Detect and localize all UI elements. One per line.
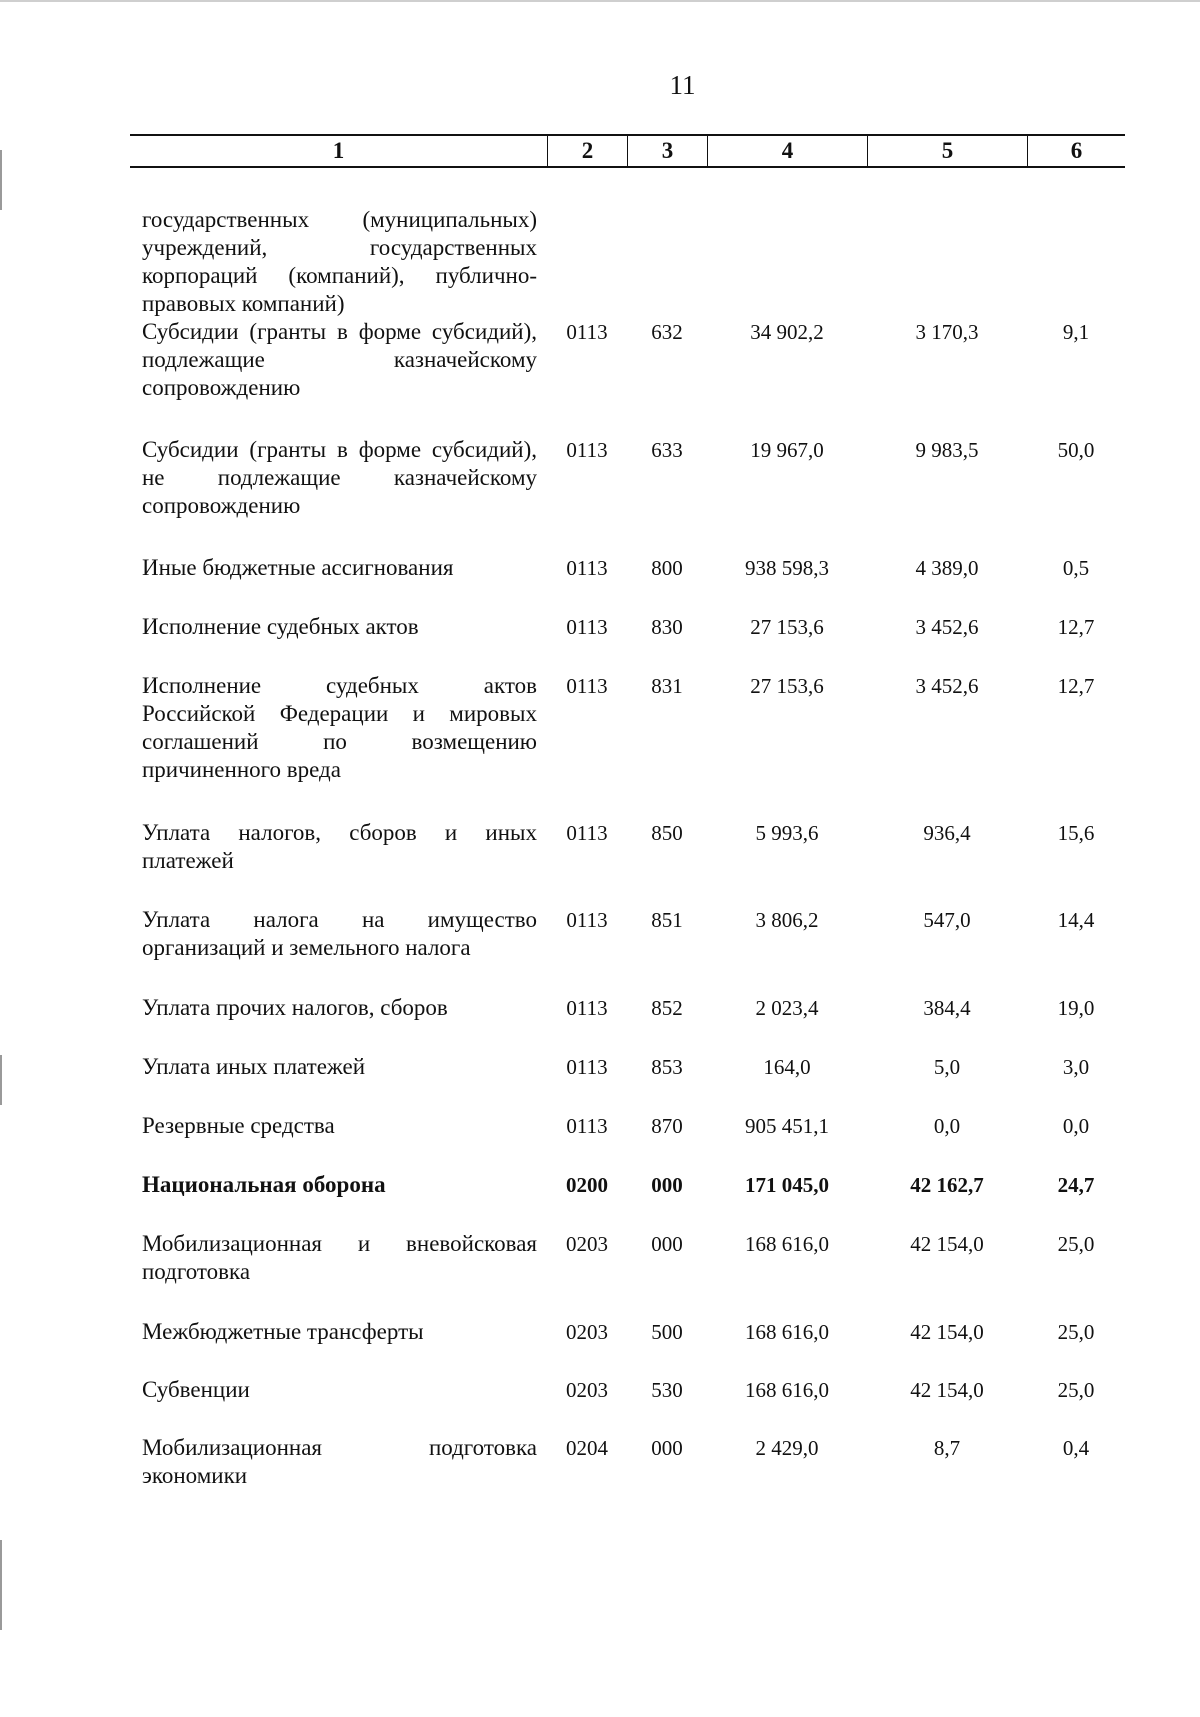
execution-percent: 14,4 [1057,908,1095,932]
row-label: Исполнение судебных актов Российской Федерации и мировых соглашений по возмещению причиненного вреда [142,673,537,782]
row-label: Субвенции [142,1377,250,1402]
section-code: 0203 [566,1232,608,1256]
expense-type-code: 000 [651,1232,683,1256]
table-row [130,1318,1125,1346]
execution-percent: 0,4 [1062,1436,1090,1460]
table-row [130,613,1125,641]
row-label: Мобилизационная подготовка экономики [142,1435,537,1488]
executed-amount: 384,4 [923,996,971,1020]
section-code: 0113 [566,674,608,698]
executed-amount: 3 452,6 [915,615,979,639]
table-row [130,436,1125,520]
executed-amount: 9 983,5 [915,438,979,462]
expense-type-code: 851 [651,908,683,932]
table-row [130,318,1125,402]
section-code: 0113 [566,438,608,462]
execution-percent: 12,7 [1057,674,1095,698]
expense-type-code: 850 [651,821,683,845]
expense-type-code: 852 [651,996,683,1020]
column-header-2: 2 [547,136,627,166]
row-label: Иные бюджетные ассигнования [142,555,454,580]
table-row [130,1230,1125,1286]
section-code: 0113 [566,615,608,639]
expense-type-code: 632 [651,320,683,344]
scan-edge [0,0,1200,2]
section-code: 0203 [566,1378,608,1402]
executed-amount: 0,0 [933,1114,961,1138]
page-number: 11 [669,70,696,100]
expense-type-code: 000 [651,1173,683,1197]
section-code: 0113 [566,996,608,1020]
approved-amount: 27 153,6 [750,615,824,639]
row-label: Исполнение судебных актов [142,614,419,639]
expense-type-code: 870 [651,1114,683,1138]
executed-amount: 42 162,7 [910,1173,984,1197]
section-code: 0203 [566,1320,608,1344]
row-label: Уплата налогов, сборов и иных платежей [142,820,537,873]
section-code: 0113 [566,1055,608,1079]
expense-type-code: 500 [651,1320,683,1344]
executed-amount: 3 452,6 [915,674,979,698]
scan-edge [0,1055,2,1105]
execution-percent: 12,7 [1057,615,1095,639]
approved-amount: 34 902,2 [750,320,824,344]
approved-amount: 171 045,0 [745,1173,829,1197]
execution-percent: 25,0 [1057,1232,1095,1256]
expense-type-code: 830 [651,615,683,639]
table-row [130,1434,1125,1490]
approved-amount: 2 023,4 [755,996,819,1020]
approved-amount: 164,0 [763,1055,811,1079]
section-code: 0200 [566,1173,608,1197]
table-row [130,1376,1125,1404]
execution-percent: 9,1 [1062,320,1090,344]
approved-amount: 168 616,0 [745,1320,829,1344]
row-label: Национальная оборона [142,1172,386,1197]
approved-amount: 3 806,2 [755,908,819,932]
executed-amount: 42 154,0 [910,1378,984,1402]
approved-amount: 168 616,0 [745,1232,829,1256]
expense-type-code: 831 [651,674,683,698]
row-label: Субсидии (гранты в форме субсидий), не подлежащие казначейскому сопровождению [142,437,537,518]
table-row [130,554,1125,582]
expense-type-code: 000 [651,1436,683,1460]
section-code: 0113 [566,821,608,845]
execution-percent: 50,0 [1057,438,1095,462]
execution-percent: 24,7 [1057,1173,1095,1197]
approved-amount: 938 598,3 [745,556,829,580]
execution-percent: 0,0 [1062,1114,1090,1138]
table-row [130,206,1125,318]
approved-amount: 19 967,0 [750,438,824,462]
executed-amount: 8,7 [933,1436,961,1460]
budget-table [130,134,1125,1488]
table-row [130,1112,1125,1140]
execution-percent: 15,6 [1057,821,1095,845]
table-row [130,1171,1125,1199]
row-label: государственных (муниципальных) учреждений, государственных корпораций (компаний), публично-правовых компаний) [142,207,537,316]
approved-amount: 905 451,1 [745,1114,829,1138]
section-code: 0113 [566,556,608,580]
section-code: 0204 [566,1436,608,1460]
column-header-6: 6 [1027,136,1125,166]
executed-amount: 3 170,3 [915,320,979,344]
section-code: 0113 [566,1114,608,1138]
scan-edge [0,1540,2,1630]
execution-percent: 3,0 [1062,1055,1090,1079]
row-label: Мобилизационная и вневойсковая подготовка [142,1231,537,1284]
scan-edge [0,150,2,210]
table-row [130,906,1125,962]
row-label: Межбюджетные трансферты [142,1319,424,1344]
approved-amount: 2 429,0 [755,1436,819,1460]
table-row [130,1053,1125,1081]
execution-percent: 19,0 [1057,996,1095,1020]
approved-amount: 27 153,6 [750,674,824,698]
table-row [130,819,1125,875]
executed-amount: 936,4 [923,821,971,845]
execution-percent: 0,5 [1062,556,1090,580]
executed-amount: 547,0 [923,908,971,932]
column-header-1: 1 [332,138,345,163]
executed-amount: 42 154,0 [910,1232,984,1256]
column-header-4: 4 [707,136,867,166]
column-header-3: 3 [627,136,707,166]
approved-amount: 5 993,6 [755,821,819,845]
expense-type-code: 633 [651,438,683,462]
executed-amount: 42 154,0 [910,1320,984,1344]
expense-type-code: 800 [651,556,683,580]
table-header [130,134,1125,168]
row-label: Уплата налога на имущество организаций и земельного налога [142,907,537,960]
execution-percent: 25,0 [1057,1378,1095,1402]
section-code: 0113 [566,908,608,932]
row-label: Резервные средства [142,1113,335,1138]
executed-amount: 5,0 [933,1055,961,1079]
expense-type-code: 530 [651,1378,683,1402]
row-label: Субсидии (гранты в форме субсидий), подлежащие казначейскому сопровождению [142,319,537,400]
approved-amount: 168 616,0 [745,1378,829,1402]
execution-percent: 25,0 [1057,1320,1095,1344]
section-code: 0113 [566,320,608,344]
table-row [130,994,1125,1022]
row-label: Уплата прочих налогов, сборов [142,995,448,1020]
expense-type-code: 853 [651,1055,683,1079]
table-row [130,672,1125,784]
column-header-5: 5 [867,136,1027,166]
row-label: Уплата иных платежей [142,1054,366,1079]
executed-amount: 4 389,0 [915,556,979,580]
